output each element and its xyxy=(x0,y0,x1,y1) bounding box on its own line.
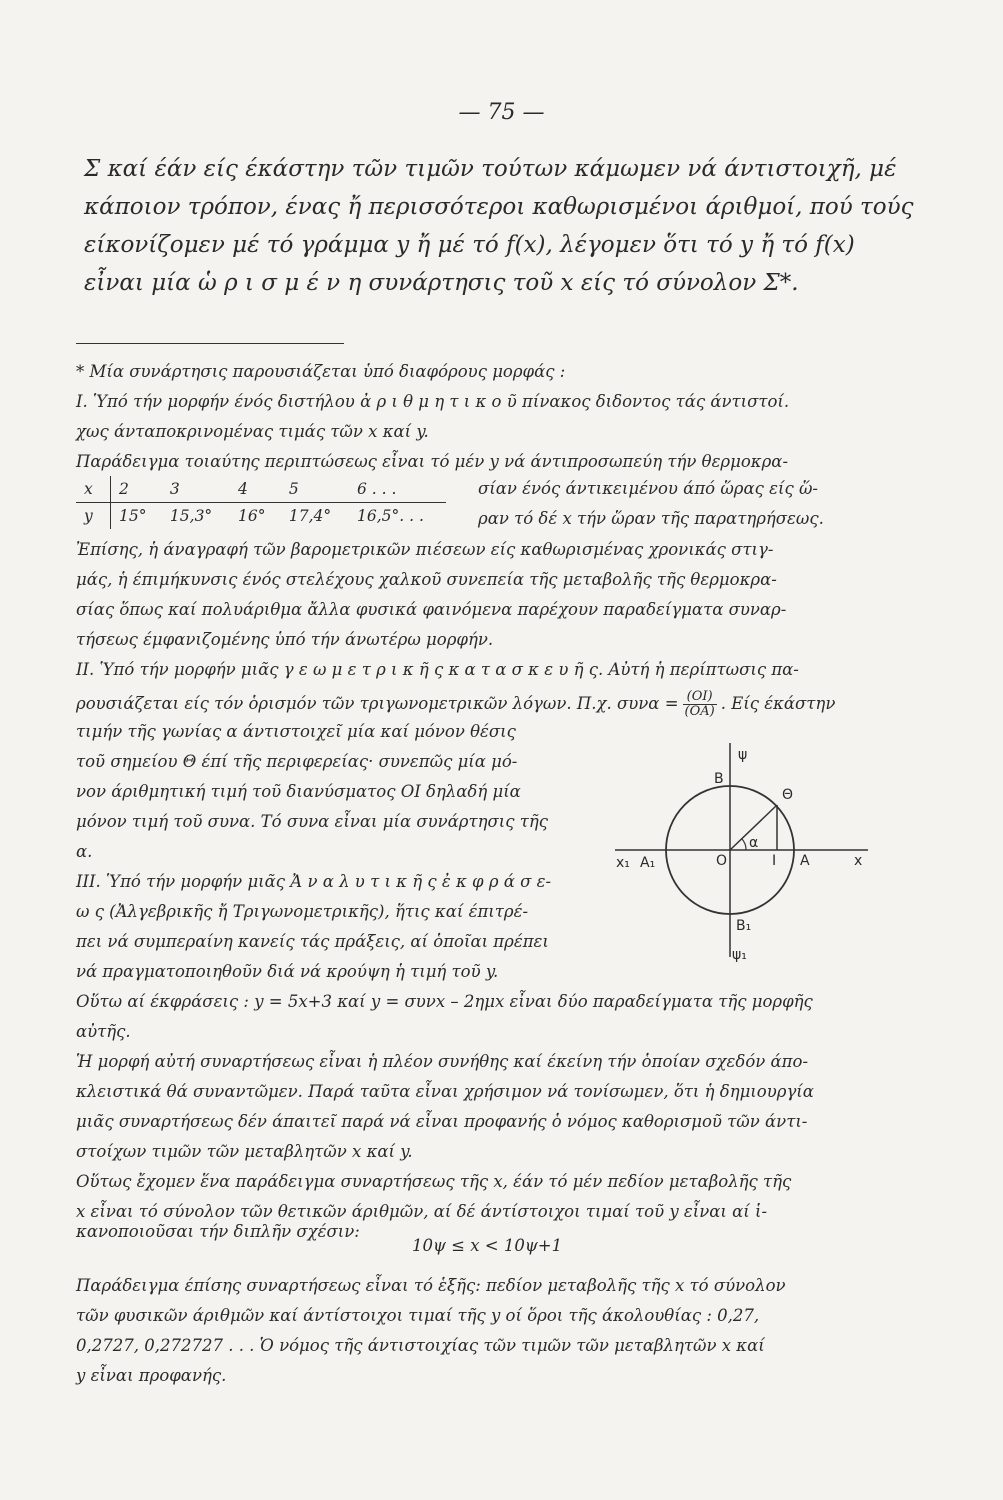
footnote-divider xyxy=(76,343,344,344)
footnote-line: κανοποιοῦσαι τήν διπλῆν σχέσιν: xyxy=(76,1222,360,1241)
footnote-line: τῶν φυσικῶν άριθμῶν καί άντίστοιχοι τιμαί τῆς y οί ὅροι τῆς άκολουθίας : 0,27, xyxy=(76,1306,760,1325)
footnote-line: Παράδειγμα έπίσης συναρτήσεως εἶναι τό ἑξῆς: πεδίον μεταβολῆς τῆς x τό σύνολον xyxy=(76,1276,786,1295)
main-line: είκονίζομεν μέ τό γράμμα y ἤ μέ τό f(x), λέγομεν ὅτι τό y ἤ τό f(x) xyxy=(84,232,855,258)
text-segment: . Είς έκάστην xyxy=(720,694,836,713)
footnote-line: τήσεως έμφανιζομένης ὑπό τήν άνωτέρω μορφήν. xyxy=(76,630,494,649)
footnote-line: Ι. Ὑπό τήν μορφήν ένός διστήλου ἀ ρ ι θ μ η τ ι κ ο ῦ πίνακος διδοντος τάς άντιστοί. xyxy=(76,392,790,411)
table-cell: 16° xyxy=(238,507,266,525)
footnote-line: νον άριθμητική τιμή τοῦ διανύσματος ΟΙ δηλαδή μία xyxy=(76,782,521,801)
footnote-line: μάς, ἡ έπιμήκυνσις ένός στελέχους χαλκοῦ συνεπεία τῆς μεταβολῆς τῆς θερμοκρα- xyxy=(76,570,777,589)
text-segment: ρουσιάζεται είς τόν ὁρισμόν τῶν τριγωνομετρικῶν λόγων. Π.χ. συνα = xyxy=(76,694,679,713)
label-O: Ο xyxy=(716,853,728,869)
table-cell: y xyxy=(76,503,111,530)
footnote-line: σίας ὅπως καί πολυάριθμα ἄλλα φυσικά φαινόμενα παρέχουν παραδείγματα συναρ- xyxy=(76,600,787,619)
footnote-line: Παράδειγμα τοιαύτης περιπτώσεως εἶναι τό μέν y νά άντιπροσωπεύη τήν θερμοκρα- xyxy=(76,452,789,471)
fraction-denominator: (ΟΑ) xyxy=(684,704,715,719)
footnote-line: Οὕτω αί έκφράσεις : y = 5x+3 καί y = συνx – 2ημx εἶναι δύο παραδείγματα τῆς μορφῆς xyxy=(76,992,813,1011)
table-cell: 15° xyxy=(119,507,147,525)
table-row-y xyxy=(76,503,446,530)
footnote-line: πει νά συμπεραίνη κανείς τάς πράξεις, αί ὁποῖαι πρέπει xyxy=(76,932,549,951)
footnote-intro: * Μία συνάρτησις παρουσιάζεται ὑπό διαφόρους μορφάς : xyxy=(76,362,566,381)
formula: 10ψ ≤ x < 10ψ+1 xyxy=(412,1236,563,1255)
footnote-line: α. xyxy=(76,842,93,861)
label-psi: ψ xyxy=(738,747,748,763)
table-cell: 15,3° xyxy=(169,507,213,525)
footnote-line: 0,2727, 0,272727 . . . Ὁ νόμος τῆς άντιστοιχίας τῶν τιμῶν τῶν μεταβλητῶν x καί xyxy=(76,1336,765,1355)
table-note xyxy=(478,474,898,534)
footnote-line: x εἶναι τό σύνολον τῶν θετικῶν άριθμῶν, αί δέ άντίστοιχοι τιμαί τοῦ y εἶναι αί ἱ- xyxy=(76,1202,768,1221)
main-paragraph xyxy=(84,150,914,302)
label-B: Β xyxy=(714,771,724,787)
table-cell: x xyxy=(76,476,111,503)
unit-circle-diagram xyxy=(610,735,880,965)
fraction xyxy=(683,690,717,719)
temperature-table xyxy=(76,476,446,529)
footnote-line: Οὕτως ἔχομεν ἕνα παράδειγμα συναρτήσεως τῆς x, έάν τό μέν πεδίον μεταβολῆς τῆς xyxy=(76,1172,792,1191)
table-cell: 5 xyxy=(281,476,349,503)
footnote-line: Ἐπίσης, ἡ άναγραφή τῶν βαρομετρικῶν πιέσεων είς καθωρισμένας χρονικάς στιγ- xyxy=(76,540,774,559)
footnote-line: αὐτῆς. xyxy=(76,1022,131,1041)
footnote-line: ΙΙ. Ὑπό τήν μορφήν μιᾶς γ ε ω μ ε τ ρ ι κ ῆ ς κ α τ α σ κ ε υ ῆ ς. Αὐτή ἡ περίπτωσις πα- xyxy=(76,660,799,679)
table-cell: 6 . . . xyxy=(349,476,446,503)
table-note-line: σίαν ένός άντικειμένου άπό ὥρας είς ὥ- xyxy=(478,479,818,498)
table-cell: 2 xyxy=(111,476,162,503)
table-cell: 16,5°. . . xyxy=(357,507,424,525)
label-B1: Β₁ xyxy=(736,918,752,934)
label-A1: Α₁ xyxy=(640,855,656,871)
footnote-line: τοῦ σημείου Θ έπί τῆς περιφερείας· συνεπῶς μία μό- xyxy=(76,752,518,771)
main-line: κάποιον τρόπον, ένας ἤ περισσότεροι καθωρισμένοι άριθμοί, πού τούς xyxy=(84,194,914,220)
label-I: Ι xyxy=(772,853,777,869)
label-x: x xyxy=(854,853,863,869)
footnote-line xyxy=(76,690,835,719)
footnote-line: τιμήν τῆς γωνίας α άντιστοιχεῖ μία καί μόνον θέσις xyxy=(76,722,516,741)
main-line: Σ καί έάν είς έκάστην τῶν τιμῶν τούτων κάμωμεν νά άντιστοιχῆ, μέ xyxy=(84,156,897,182)
table-cell: 3 xyxy=(162,476,230,503)
table-cell: 4 xyxy=(230,476,281,503)
label-psi1: ψ₁ xyxy=(732,947,747,963)
footnote-line: Ἡ μορφή αὐτή συναρτήσεως εἶναι ἡ πλέον συνήθης καί έκείνη τήν ὁποίαν σχεδόν άπο- xyxy=(76,1052,809,1071)
fraction-numerator: (ΟΙ) xyxy=(683,690,717,705)
footnote-line: ΙΙΙ. Ὑπό τήν μορφήν μιᾶς Ἀ ν α λ υ τ ι κ ῆ ς ἐ κ φ ρ ά σ ε- xyxy=(76,872,552,891)
footnote-line: μόνον τιμή τοῦ συνα. Τό συνα εἶναι μία συνάρτησις τῆς xyxy=(76,812,548,831)
page-number: — 75 — xyxy=(458,100,545,125)
footnote-line: νά πραγματοποιηθοῦν διά νά κρούψη ἡ τιμή τοῦ y. xyxy=(76,962,499,981)
table-note-line: ραν τό δέ x τήν ὥραν τῆς παρατηρήσεως. xyxy=(478,509,824,528)
label-x1: x₁ xyxy=(616,855,630,871)
table-row-x xyxy=(76,476,446,503)
label-alpha: α xyxy=(749,835,759,851)
footnote-line: μιᾶς συναρτήσεως δέν άπαιτεῖ παρά νά εἶναι προφανής ὁ νόμος καθορισμοῦ τῶν άντι- xyxy=(76,1112,808,1131)
footnote-line: y εἶναι προφανής. xyxy=(76,1366,227,1385)
footnote-line: χως άνταποκρινομένας τιμάς τῶν x καί y. xyxy=(76,422,429,441)
angle-arc xyxy=(742,839,746,850)
table-cell: 17,4° xyxy=(288,507,332,525)
footnote-line: κλειστικά θά συναντῶμεν. Παρά ταῦτα εἶναι χρήσιμον νά τονίσωμεν, ὅτι ἡ δημιουργία xyxy=(76,1082,814,1101)
label-A: Α xyxy=(800,853,810,869)
footnote-line: στοίχων τιμῶν τῶν μεταβλητῶν x καί y. xyxy=(76,1142,413,1161)
footnote-line: ω ς (Ἀλγεβρικῆς ἤ Τριγωνομετρικῆς), ἥτις καί έπιτρέ- xyxy=(76,902,529,921)
label-theta: Θ xyxy=(782,787,794,803)
main-line: εἶναι μία ὡ ρ ι σ μ έ ν η συνάρτησις τοῦ x είς τό σύνολον Σ*. xyxy=(84,270,799,296)
